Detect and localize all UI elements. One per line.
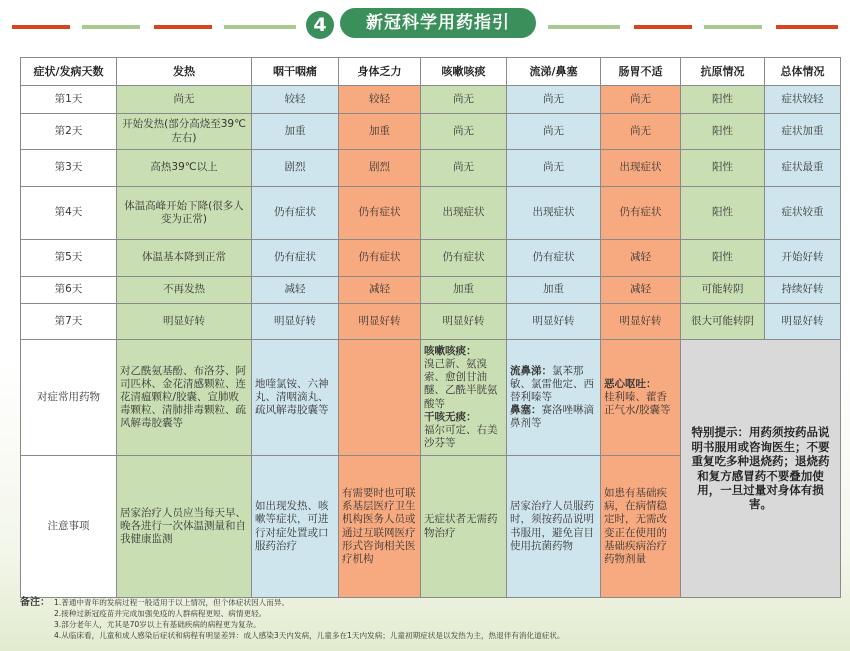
runny-nose-drugs-title: 流鼻涕：: [510, 364, 552, 377]
symptom-table: [20, 57, 841, 598]
nasal-cell: 尚无: [507, 114, 601, 150]
fever-cell: 明显好转: [117, 304, 252, 340]
header-cell: 肠胃不适: [601, 58, 681, 86]
fatigue-cell: 较轻: [339, 86, 421, 114]
fatigue-cell: 减轻: [339, 277, 421, 304]
header-cell: 抗原情况: [681, 58, 765, 86]
overall-cell: 开始好转: [765, 240, 841, 277]
nasal-cell: 尚无: [507, 150, 601, 187]
fatigue-notes-cell: 有需要时也可联系基层医疗卫生机构医务人员或通过互联网医疗形式咨询相关医疗机构: [339, 456, 421, 598]
dry-cough-drugs-text: 福尔可定、右美沙芬等: [424, 423, 498, 449]
header-cell: 咽干咽痛: [252, 58, 339, 86]
cough-cell: 尚无: [421, 114, 507, 150]
nausea-drugs-text: 桂利嗪、藿香正气水/胶囊等: [604, 390, 671, 417]
table-row: [21, 114, 841, 150]
nasal-congestion-drugs-text: 赛洛唑啉滴鼻剂等: [510, 404, 594, 430]
throat-cell: 加重: [252, 114, 339, 150]
day-label: 第5天: [21, 240, 117, 277]
drugs-row: [21, 340, 841, 456]
cough-cell: 明显好转: [421, 304, 507, 340]
day-label: 第4天: [21, 187, 117, 240]
header-cell: 总体情况: [765, 58, 841, 86]
cough-drugs-text: 溴己新、氨溴索、愈创甘油醚、乙酰半胱氨酸等: [424, 358, 498, 410]
overall-cell: 症状加重: [765, 114, 841, 150]
table-row: [21, 240, 841, 277]
gut-notes-cell: 如患有基础疾病，在病情稳定时，无需改变正在使用的基础疾病治疗药物剂量: [601, 456, 681, 598]
header-cell: 发热: [117, 58, 252, 86]
special-tip-box: 特别提示：用药须按药品说明书服用或咨询医生；不要重复吃多种退烧药；退烧药和复方感冒药不要叠加使用，一旦过量对身体有损害。: [681, 340, 841, 598]
header-deco-line: [224, 25, 296, 29]
throat-cell: 剧烈: [252, 150, 339, 187]
footnotes-list: [54, 597, 834, 641]
fatigue-cell: 仍有症状: [339, 187, 421, 240]
page-title: 新冠科学用药指引: [340, 8, 536, 38]
throat-cell: 较轻: [252, 86, 339, 114]
nasal-notes-cell: 居家治疗人员服药时，须按药品说明书服用，避免盲目使用抗菌药物: [507, 456, 601, 598]
header-deco-line: [82, 25, 140, 29]
throat-cell: 仍有症状: [252, 240, 339, 277]
day-label: 第1天: [21, 86, 117, 114]
fatigue-cell: 剧烈: [339, 150, 421, 187]
table-row: [21, 86, 841, 114]
day-label: 第6天: [21, 277, 117, 304]
day-label: 第2天: [21, 114, 117, 150]
day-label: 第3天: [21, 150, 117, 187]
table-header-row: [21, 58, 841, 86]
header-deco-line: [704, 25, 762, 29]
cough-cell: 加重: [421, 277, 507, 304]
cough-notes-cell: 无症状者无需药物治疗: [421, 456, 507, 598]
header-deco-line: [12, 25, 70, 29]
cough-cell: 尚无: [421, 150, 507, 187]
fever-cell: 尚无: [117, 86, 252, 114]
header-deco-line: [634, 25, 692, 29]
header-deco-line: [776, 25, 838, 29]
table-row: [21, 277, 841, 304]
header-cell: 流涕/鼻塞: [507, 58, 601, 86]
footnote-line: 3.部分老年人，尤其是70岁以上有基础疾病的病程更为复杂。: [54, 620, 261, 629]
table-row: [21, 150, 841, 187]
gut-cell: 尚无: [601, 86, 681, 114]
antigen-cell: 阳性: [681, 187, 765, 240]
header-cell: 症状/发病天数: [21, 58, 117, 86]
header-deco-line: [154, 25, 212, 29]
gut-cell: 减轻: [601, 277, 681, 304]
table-row: [21, 187, 841, 240]
nasal-cell: 明显好转: [507, 304, 601, 340]
footnote-line: 2.接种过新冠疫苗并完成加强免疫的人群病程更短、病情更轻。: [54, 609, 267, 618]
throat-drugs-cell: 地喹氯铵、六神丸、清咽滴丸、疏风解毒胶囊等: [252, 340, 339, 456]
section-number-badge: 4: [306, 11, 334, 39]
throat-cell: 明显好转: [252, 304, 339, 340]
antigen-cell: 阳性: [681, 114, 765, 150]
overall-cell: 明显好转: [765, 304, 841, 340]
antigen-cell: 可能转阴: [681, 277, 765, 304]
gut-cell: 出现症状: [601, 150, 681, 187]
overall-cell: 持续好转: [765, 277, 841, 304]
cough-drugs-cell: [421, 340, 507, 456]
throat-notes-cell: 如出现发热、咳嗽等症状，可进行对症处置或口服药治疗: [252, 456, 339, 598]
overall-cell: 症状较重: [765, 187, 841, 240]
footnote-line: 1.普通中青年的发病过程一般适用于以上情况，但个体症状因人而异。: [54, 598, 290, 607]
cough-cell: 仍有症状: [421, 240, 507, 277]
fatigue-cell: 明显好转: [339, 304, 421, 340]
fatigue-drugs-cell: [339, 340, 421, 456]
nasal-cell: 出现症状: [507, 187, 601, 240]
cough-cell: 尚无: [421, 86, 507, 114]
drugs-row-label: 对症常用药物: [21, 340, 117, 456]
antigen-cell: 阳性: [681, 86, 765, 114]
cough-cell: 出现症状: [421, 187, 507, 240]
nasal-congestion-drugs-title: 鼻塞：: [510, 404, 542, 417]
fever-cell: 体温基本降到正常: [117, 240, 252, 277]
fever-drugs-cell: 对乙酰氨基酚、布洛芬、阿司匹林、金花清感颗粒、连花清瘟颗粒/胶囊、宣肺败毒颗粒、清肺排毒颗粒、疏风解毒胶囊等: [117, 340, 252, 456]
fatigue-cell: 仍有症状: [339, 240, 421, 277]
nasal-cell: 仍有症状: [507, 240, 601, 277]
throat-cell: 仍有症状: [252, 187, 339, 240]
nasal-cell: 尚无: [507, 86, 601, 114]
gut-cell: 明显好转: [601, 304, 681, 340]
footnote-line: 4.从临床看，儿童和成人感染后症状和病程有明显差异：成人感染3天内发病，儿童多在1天内发病；儿童初期症状是以发热为主，热退伴有消化道症状。: [54, 631, 565, 640]
gut-drugs-cell: [601, 340, 681, 456]
antigen-cell: 很大可能转阴: [681, 304, 765, 340]
fatigue-cell: 加重: [339, 114, 421, 150]
overall-cell: 症状最重: [765, 150, 841, 187]
notes-row-label: 注意事项: [21, 456, 117, 598]
gut-cell: 减轻: [601, 240, 681, 277]
throat-cell: 减轻: [252, 277, 339, 304]
fever-cell: 开始发热(部分高烧至39℃左右): [117, 114, 252, 150]
gut-cell: 仍有症状: [601, 187, 681, 240]
fever-cell: 不再发热: [117, 277, 252, 304]
fever-cell: 高热39℃以上: [117, 150, 252, 187]
header-cell: 咳嗽咳痰: [421, 58, 507, 86]
overall-cell: 症状较轻: [765, 86, 841, 114]
table-row: [21, 304, 841, 340]
cough-drugs-title: 咳嗽咳痰：: [424, 345, 477, 357]
footnotes-title: 备注：: [20, 597, 50, 608]
fever-notes-cell: 居家治疗人员应当每天早、晚各进行一次体温测量和自我健康监测: [117, 456, 252, 598]
nasal-drugs-cell: [507, 340, 601, 456]
nasal-cell: 加重: [507, 277, 601, 304]
dry-cough-drugs-title: 干咳无痰：: [424, 410, 477, 423]
nausea-drugs-title: 恶心呕吐：: [604, 377, 657, 390]
header-deco-line: [548, 25, 620, 29]
antigen-cell: 阳性: [681, 240, 765, 277]
header-cell: 身体乏力: [339, 58, 421, 86]
gut-cell: 尚无: [601, 114, 681, 150]
fever-cell: 体温高峰开始下降(很多人变为正常): [117, 187, 252, 240]
runny-nose-drugs-text: 氯苯那敏、氯雷他定、西替利嗪等: [510, 364, 594, 403]
antigen-cell: 阳性: [681, 150, 765, 187]
day-label: 第7天: [21, 304, 117, 340]
